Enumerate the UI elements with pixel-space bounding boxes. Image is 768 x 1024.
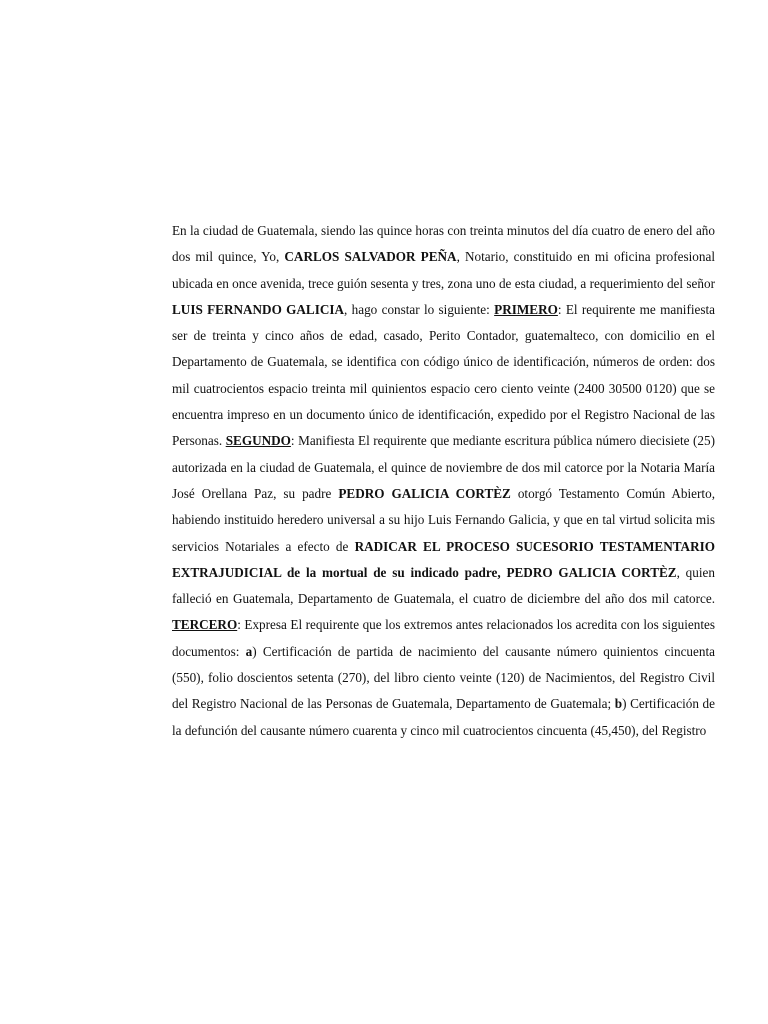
text-segment: otorgó Testamento Común Abierto, habiendo instituido heredero universal a su hijo Luis Fernando Galicia, y que en tal virtud solicita mis servicios Notariales a efecto de — [172, 485, 715, 554]
request-statement: RADICAR EL PROCESO SUCESORIO TESTAMENTARIO EXTRAJUDICIAL de la mortual de su indicado padre, PEDRO GALICIA CORTÈZ — [172, 538, 715, 580]
testator-name: PEDRO GALICIA CORTÈZ — [338, 485, 511, 501]
clause-heading-segundo — [226, 433, 291, 448]
text-segment: : El requirente me manifiesta ser de treinta y cinco años de edad, casado, Perito Contador, guatemalteco, con domicilio en el Departamento de Guatemala, se identifica con código único de identificación, números de orden: dos mil cuatrocientos espacio treinta mil quinientos espacio cero ciento veinte (2400 30500 0120) que se encuentra impreso en un documento único de identificación, expedido por el Registro Nacional de las Personas. — [172, 301, 716, 449]
requester-name: LUIS FERNANDO GALICIA — [172, 301, 345, 317]
notary-name: CARLOS SALVADOR PEÑA — [284, 249, 457, 265]
list-marker-a: a — [245, 643, 253, 659]
clause-heading-segundo-label: SEGUNDO — [225, 433, 291, 449]
text-segment: , Notario, constituido en mi oficina profesional ubicada en once avenida, trece guión sesenta y tres, zona uno de esta ciudad, a requerimiento del señor — [172, 249, 715, 291]
text-segment: , hago constar lo siguiente: — [344, 301, 495, 317]
text-segment: : Expresa El requirente que los extremos antes relacionados los acredita con los siguientes documentos: — [172, 617, 715, 659]
text-segment: ) Certificación de partida de nacimiento del causante número quinientos cincuenta (550), folio doscientos setenta (270), del libro ciento veinte (120) de Nacimientos, del Registro Civil del Registro Nacional de las Personas de Guatemala, Departamento de Guatemala; — [172, 643, 715, 712]
clause-heading-tercero — [172, 617, 237, 632]
text-segment: En la ciudad de Guatemala, siendo las quince horas con treinta minutos del día cuatro de enero del año dos mil quince, Yo, — [172, 223, 715, 265]
list-marker-b: b — [614, 696, 623, 712]
text-segment: , quien falleció en Guatemala, Departamento de Guatemala, el cuatro de diciembre del año dos mil catorce. — [172, 564, 715, 607]
document-body-paragraph — [172, 218, 715, 744]
clause-heading-tercero-label: TERCERO — [172, 617, 238, 633]
clause-heading-primero-label: PRIMERO — [494, 301, 558, 317]
clause-heading-primero — [494, 302, 558, 317]
text-segment: ) Certificación de la defunción del causante número cuarenta y cinco mil cuatrocientos cincuenta (45,450), del Registro — [172, 696, 715, 738]
text-segment: : Manifiesta El requirente que mediante escritura pública número diecisiete (25) autorizada en la ciudad de Guatemala, el quince de noviembre de dos mil catorce por la Notaria María José Orellana Paz, su padre — [172, 433, 715, 501]
